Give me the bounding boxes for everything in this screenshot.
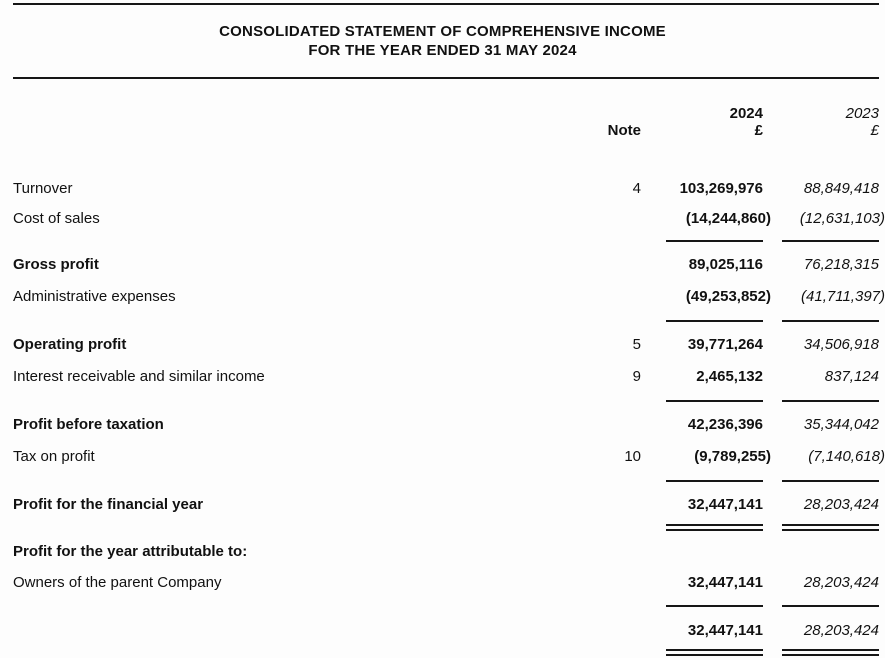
value-text: (41,711,397): [801, 287, 885, 305]
row-value-current: [641, 567, 763, 597]
value-text: (9,789,255): [694, 447, 771, 465]
row-value-prior: [763, 489, 879, 519]
header-divider-rule: [13, 77, 879, 79]
row-label: Gross profit: [13, 255, 99, 273]
row-value-current: [641, 173, 763, 203]
value-text: (7,140,618): [808, 447, 885, 465]
value-text: 35,344,042: [803, 415, 879, 433]
value-text: 32,447,141: [687, 621, 763, 639]
row-note: [603, 489, 641, 519]
row-note: [603, 279, 641, 313]
income-statement-table: [13, 105, 885, 658]
table-row-cost-of-sales: [13, 203, 879, 233]
value-text: 32,447,141: [687, 495, 763, 513]
row-value-current: [641, 203, 771, 233]
table-row-attributable-heading: [13, 535, 879, 567]
row-note: [603, 535, 641, 567]
column-header-years-row: [13, 105, 879, 122]
value-text: 28,203,424: [803, 573, 879, 591]
table-row-gross-profit: [13, 249, 879, 279]
row-note: [603, 203, 641, 233]
row-value-current: [641, 409, 763, 439]
subtotal-rule-row: [13, 393, 879, 409]
value-text: 103,269,976: [679, 179, 763, 197]
value-text: (49,253,852): [685, 287, 771, 305]
column-header-note: Note: [607, 122, 641, 139]
value-text: 837,124: [824, 367, 879, 385]
row-label: Tax on profit: [13, 447, 95, 465]
top-border-rule: [13, 3, 879, 5]
subtotal-rule-row: [13, 233, 879, 249]
single-rule-current: [666, 480, 763, 482]
row-note: 5: [632, 335, 641, 353]
statement-title: [0, 22, 885, 60]
row-value-current: [641, 279, 771, 313]
value-text: 39,771,264: [687, 335, 763, 353]
value-text: (12,631,103): [799, 209, 885, 227]
column-header-year-current: 2024: [729, 105, 763, 122]
row-value-current: [641, 439, 771, 473]
row-label: Owners of the parent Company: [13, 573, 222, 591]
table-row-turnover: [13, 173, 879, 203]
statement-title-line1: CONSOLIDATED STATEMENT OF COMPREHENSIVE INCOME: [219, 23, 666, 40]
value-text: 34,506,918: [803, 335, 879, 353]
value-text: 28,203,424: [803, 495, 879, 513]
row-value-current: [641, 615, 763, 645]
table-row-tax-on-profit: [13, 439, 879, 473]
row-note: [603, 409, 641, 439]
row-value-prior: [763, 535, 879, 567]
row-value-current: [641, 489, 763, 519]
row-value-prior: [763, 359, 879, 393]
table-row-profit-before-taxation: [13, 409, 879, 439]
row-value-prior: [763, 439, 885, 473]
row-label: Interest receivable and similar income: [13, 367, 265, 385]
single-rule-current: [666, 240, 763, 242]
column-header-year-prior: 2023: [845, 105, 879, 122]
row-note: 9: [632, 367, 641, 385]
row-note: [603, 567, 641, 597]
single-rule-prior: [782, 480, 879, 482]
subtotal-rule-row: [13, 597, 879, 615]
column-header-currency-row: [13, 122, 879, 139]
double-rule-current: [666, 524, 763, 531]
single-rule-prior: [782, 240, 879, 242]
table-row-administrative-expenses: [13, 279, 879, 313]
double-rule-current: [666, 649, 763, 656]
row-note: [603, 615, 641, 645]
value-text: 89,025,116: [688, 255, 763, 273]
row-label: Administrative expenses: [13, 287, 176, 305]
value-text: 76,218,315: [803, 255, 879, 273]
subtotal-rule-row: [13, 313, 879, 329]
row-note: 4: [632, 179, 641, 197]
table-row-operating-profit: [13, 329, 879, 359]
row-value-prior: [763, 409, 879, 439]
table-row-attributable-total: [13, 615, 879, 645]
total-double-rule-row: [13, 519, 879, 535]
double-rule-prior: [782, 524, 879, 531]
row-label: Profit for the year attributable to:: [13, 542, 248, 560]
row-value-prior: [763, 567, 879, 597]
row-label: Profit for the financial year: [13, 495, 204, 513]
single-rule-prior: [782, 320, 879, 322]
table-row-profit-for-financial-year: [13, 489, 879, 519]
single-rule-current: [666, 605, 763, 607]
row-value-prior: [763, 615, 879, 645]
row-value-prior: [763, 173, 879, 203]
row-value-current: [641, 535, 763, 567]
row-value-current: [641, 329, 763, 359]
value-text: 88,849,418: [803, 179, 879, 197]
row-label: Turnover: [13, 179, 73, 197]
table-row-owners-of-parent: [13, 567, 879, 597]
value-text: (14,244,860): [685, 209, 771, 227]
row-value-current: [641, 249, 763, 279]
value-text: 32,447,141: [687, 573, 763, 591]
row-value-prior: [763, 249, 879, 279]
row-value-prior: [763, 279, 885, 313]
single-rule-current: [666, 400, 763, 402]
value-text: 2,465,132: [696, 367, 763, 385]
column-header-currency-prior: £: [870, 122, 879, 139]
single-rule-prior: [782, 605, 879, 607]
row-value-prior: [763, 329, 879, 359]
row-value-prior: [763, 203, 885, 233]
row-label: Profit before taxation: [13, 415, 164, 433]
row-label: Cost of sales: [13, 209, 100, 227]
subtotal-rule-row: [13, 473, 879, 489]
row-note: [603, 249, 641, 279]
value-text: 42,236,396: [687, 415, 763, 433]
spacer-row: [13, 139, 879, 173]
value-text: 28,203,424: [803, 621, 879, 639]
row-value-current: [641, 359, 763, 393]
statement-title-line2: FOR THE YEAR ENDED 31 MAY 2024: [308, 42, 577, 59]
total-double-rule-row: [13, 645, 879, 658]
double-rule-prior: [782, 649, 879, 656]
row-note: 10: [624, 447, 641, 465]
row-label: Operating profit: [13, 335, 127, 353]
column-header-currency-current: £: [754, 122, 763, 139]
single-rule-current: [666, 320, 763, 322]
table-row-interest-receivable: [13, 359, 879, 393]
row-label: [13, 615, 603, 645]
single-rule-prior: [782, 400, 879, 402]
